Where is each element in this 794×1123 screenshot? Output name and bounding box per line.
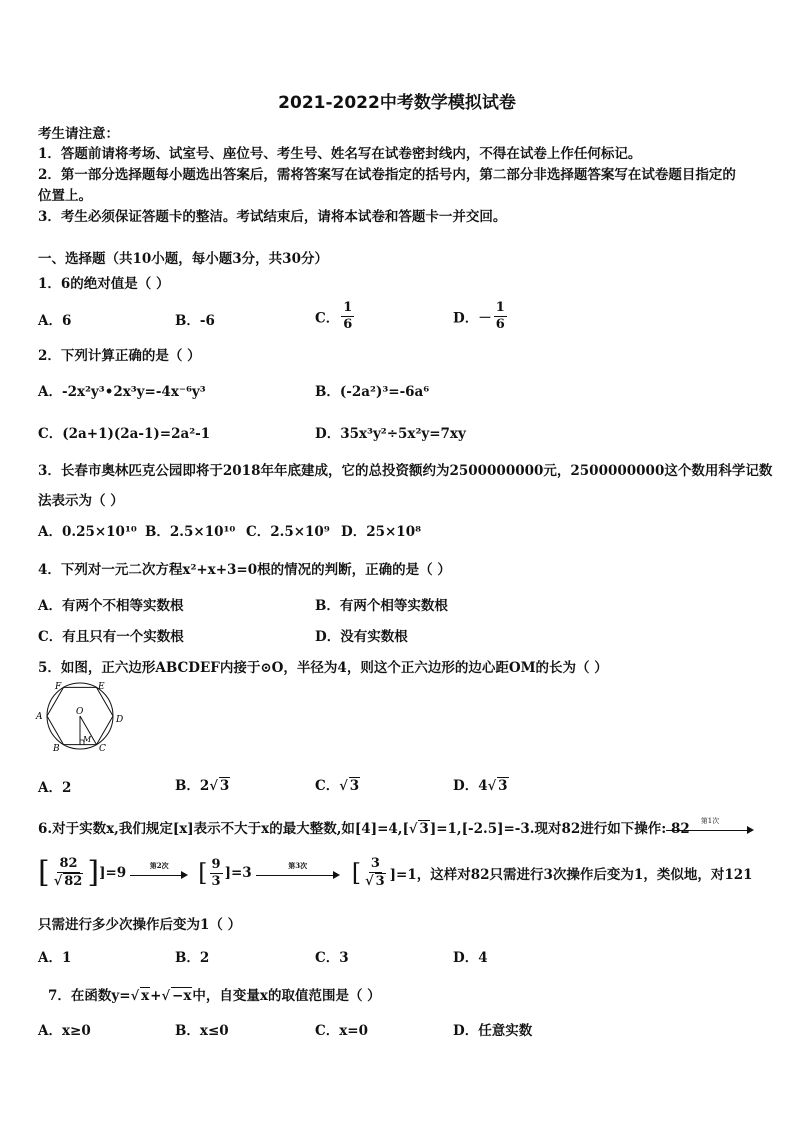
q5-option-b [175, 774, 230, 794]
q5-option-b-label: B．2 [175, 778, 210, 794]
q7-stem-part-b: 中，自变量x的取值范围是（ ） [192, 988, 381, 1004]
q1-d-fraction [494, 300, 507, 333]
q3-option-a: A．0.25×10¹⁰ [38, 524, 137, 540]
notice-item-2: 2．第一部分选择题每小题选出答案后，需将答案写在试卷指定的括号内，第二部分非选择题答案写在试卷题目指定的 [38, 167, 736, 183]
q1-option-d-label: D．－ [453, 310, 492, 327]
q6-line1 [38, 817, 690, 837]
q4-option-b: B．有两个相等实数根 [315, 598, 448, 614]
q6-eq1: ]=9 [99, 865, 127, 881]
q3-option-b: B．2.5×10¹⁰ [145, 524, 236, 540]
exam-title: 2021-2022中考数学模拟试卷 [278, 93, 516, 113]
notice-item-3: 3．考生必须保证答题卡的整洁。考试结束后，请将本试卷和答题卡一并交回。 [38, 209, 507, 225]
q6-option-c: C．3 [315, 950, 349, 966]
q4-option-d: D．没有实数根 [315, 629, 408, 645]
q7-radicand-1: x [141, 988, 150, 1004]
q1-c-denominator: 6 [343, 317, 353, 332]
q5-option-c [315, 774, 360, 794]
q1-option-c-label: C． [315, 310, 340, 327]
arrow-icon [666, 816, 754, 834]
left-bracket: [ [198, 859, 208, 887]
q2-option-a: A．-2x²y³•2x³y=-4x⁻⁶y³ [38, 384, 206, 400]
q6-option-b: B．2 [175, 950, 210, 966]
q6-frac1 [52, 856, 86, 890]
q5-option-a: A．2 [38, 780, 72, 796]
sqrt-sign: √ [339, 779, 348, 794]
q7-option-d: D．任意实数 [453, 1023, 533, 1039]
q2-option-b: B．(-2a²)³=-6a⁶ [315, 384, 430, 400]
q2-stem: 2．下列计算正确的是（ ） [38, 348, 201, 364]
sqrt-sign: √ [53, 874, 63, 889]
q1-c-fraction [341, 300, 354, 333]
q7-stem [48, 984, 381, 1004]
label-f: F [55, 682, 62, 692]
q1-d-numerator: 1 [495, 300, 505, 315]
q4-option-c: C．有且只有一个实数根 [38, 629, 184, 645]
q2-option-d: D．35x³y²÷5x²y=7xy [315, 426, 466, 442]
q2-option-c: C．(2a+1)(2a-1)=2a²-1 [38, 426, 211, 442]
q1-option-b: B．-6 [175, 313, 215, 329]
label-d: D [116, 715, 124, 725]
q5-stem: 5．如图，正六边形ABCDEF内接于⊙O，半径为4，则这个正六边形的边心距OM的长为（ ） [38, 660, 608, 676]
label-m: M [83, 735, 92, 744]
q1-option-d [453, 300, 509, 333]
q6-line3: 只需进行多少次操作后变为1（ ） [38, 917, 242, 933]
q7-stem-part-a: 7．在函数y= [48, 988, 131, 1004]
q7-radicand-2: −x [172, 988, 192, 1004]
q7-option-b: B．x≤0 [175, 1023, 229, 1039]
notice-heading: 考生请注意： [38, 126, 119, 142]
q6-option-d: D．4 [453, 950, 488, 966]
q4-option-a: A．有两个不相等实数根 [38, 598, 184, 614]
q6-sqrt3-radicand: 3 [419, 821, 429, 837]
label-c: C [99, 744, 106, 752]
q3-stem-line2: 法表示为（ ） [38, 493, 124, 509]
q6-frac3-radicand: 3 [375, 874, 385, 889]
q6-frac2-denominator: 3 [211, 873, 221, 889]
q1-stem: 1．6的绝对值是（ ） [38, 276, 170, 292]
sqrt-sign: √ [209, 779, 218, 794]
arrow-icon [130, 861, 188, 879]
q6-arrow-step1 [666, 816, 754, 835]
q1-option-a: A．6 [38, 313, 72, 329]
label-b: B [53, 744, 60, 752]
q1-option-c [315, 300, 356, 333]
q3-option-d: D．25×10⁸ [341, 524, 422, 540]
arrow-icon [256, 861, 340, 879]
sqrt-sign: √ [408, 822, 418, 837]
q7-option-a: A．x≥0 [38, 1023, 91, 1039]
sqrt-sign: √ [130, 989, 140, 1004]
q5-option-d [453, 774, 509, 794]
notice-item-1: 1．答题前请将考场、试室号、座位号、考生号、姓名写在试卷密封线内，不得在试卷上作任何标记。 [38, 146, 642, 162]
q6-option-a: A．1 [38, 950, 72, 966]
q3-option-c: C．2.5×10⁹ [246, 524, 330, 540]
sqrt-sign: √ [365, 874, 374, 889]
q6-frac3 [363, 856, 388, 890]
q6-frac2-numerator: 9 [211, 856, 221, 872]
right-bracket: ] [87, 855, 100, 890]
q6-line2 [38, 853, 753, 893]
q6-arrow2-label: 第2次 [149, 861, 169, 870]
q4-stem: 4．下列对一元二次方程x²+x+3=0根的情况的判断，正确的是（ ） [38, 562, 451, 578]
q6-arrow3-label: 第3次 [288, 861, 308, 870]
q6-line1-part-a: 6.对于实数x,我们规定[x]表示不大于x的最大整数,如[4]=4,[ [38, 821, 409, 837]
q6-frac1-radicand: 82 [64, 874, 83, 889]
notice-item-2-cont: 位置上。 [38, 188, 92, 204]
q7-plus: + [150, 988, 162, 1004]
q6-line1-part-b: ]=1,[-2.5]=-3.现对82进行如下操作: 82 [429, 821, 690, 837]
q5-d-radicand: 3 [498, 778, 508, 794]
q6-arrow1-label: 第1次 [700, 816, 720, 825]
q6-frac1-denominator [52, 873, 86, 890]
q6-frac3-denominator [363, 873, 388, 890]
q6-frac3-numerator: 3 [370, 856, 380, 871]
q7-option-c: C．x=0 [315, 1023, 368, 1039]
sqrt-sign: √ [487, 779, 497, 794]
section-heading: 一、选择题（共10小题，每小题3分，共30分） [38, 251, 328, 267]
q6-frac2 [210, 857, 223, 890]
left-bracket: [ [351, 859, 362, 887]
left-bracket: [ [38, 855, 50, 890]
sqrt-sign: √ [161, 989, 171, 1004]
q6-eq2: ]=3 [224, 865, 252, 881]
q1-d-denominator: 6 [495, 317, 505, 332]
label-o: O [76, 707, 84, 717]
q6-tail: ]=1，这样对82只需进行3次操作后变为1，类似地，对121 [389, 867, 753, 883]
q6-frac1-numerator: 82 [59, 856, 78, 871]
q1-c-numerator: 1 [343, 300, 353, 315]
label-e: E [98, 682, 105, 692]
q5-b-radicand: 3 [219, 778, 230, 794]
q5-option-c-label: C． [315, 778, 340, 794]
hexagon-circle-figure [34, 680, 130, 752]
q3-stem-line1: 3．长春市奥林匹克公园即将于2018年年底建成，它的总投资额约为2500000000元，2500000000这个数用科学记数 [38, 463, 773, 479]
q5-option-d-label: D．4 [453, 778, 488, 794]
q5-c-radicand: 3 [349, 778, 360, 794]
label-a: A [36, 712, 43, 722]
